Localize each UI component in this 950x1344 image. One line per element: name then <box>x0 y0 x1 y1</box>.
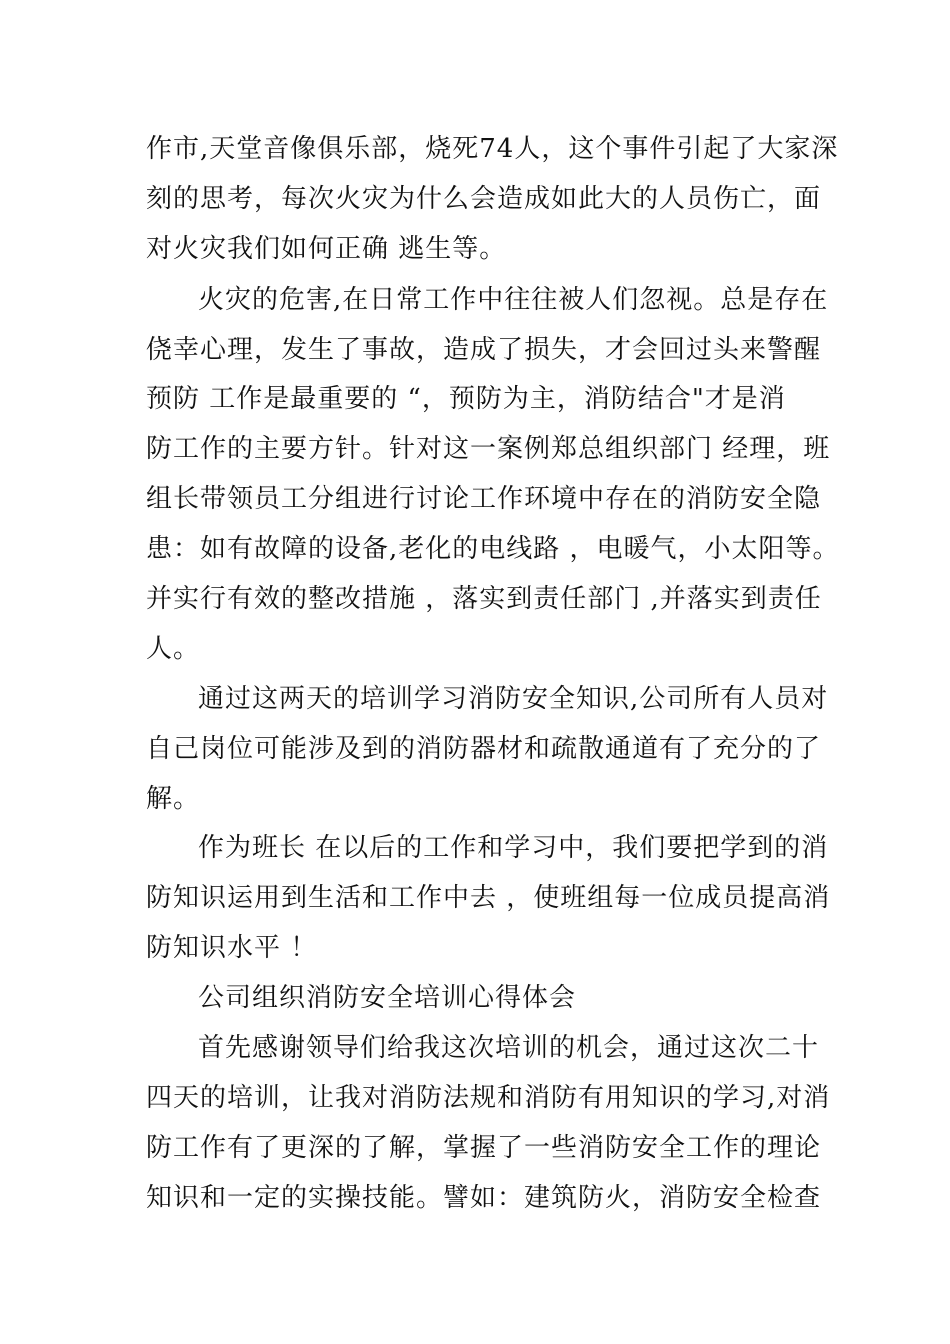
text-line: 预防 工作是最重要的 “，预防为主，消防结合"才是消 <box>146 384 786 414</box>
text-line: 作为班长 在以后的工作和学习中，我们要把学到的消 <box>198 833 829 863</box>
text-line: 防知识运用到生活和工作中去 ，使班组每一位成员提高消 <box>146 883 831 913</box>
text-line: 组长带领员工分组进行讨论工作环境中存在的消防安全隐 <box>146 484 822 514</box>
text-line: 人。 <box>146 634 201 664</box>
text-line: 患：如有故障的设备,老化的电线路 ，电暖气，小太阳等。 <box>146 534 840 564</box>
text-line: 首先感谢领导们给我这次培训的机会，通过这次二十 <box>198 1033 820 1063</box>
text-line: 对火灾我们如何正确 逃生等。 <box>146 234 507 264</box>
text-line: 四天的培训，让我对消防法规和消防有用知识的学习,对消 <box>146 1083 831 1113</box>
text-line: 自己岗位可能涉及到的消防器材和疏散通道有了充分的了 <box>146 734 822 764</box>
text-line: 防工作的主要方针。针对这一案例郑总组织部门 经理，班 <box>146 434 831 464</box>
text-line: 作市,天堂音像俱乐部，烧死74人，这个事件引起了大家深 <box>146 134 839 164</box>
heading-text: 公司组织消防安全培训心得体会 <box>198 983 577 1013</box>
text-line: 知识和一定的实操技能。譬如：建筑防火，消防安全检查 <box>146 1183 822 1213</box>
text-line: 防知识水平 ！ <box>146 933 318 963</box>
text-line: 解。 <box>146 784 201 814</box>
text-line: 火灾的危害,在日常工作中往往被人们忽视。总是存在 <box>198 285 829 315</box>
text-line: 侥幸心理，发生了事故，造成了损失，才会回过头来警醒 <box>146 335 822 365</box>
text-line: 通过这两天的培训学习消防安全知识,公司所有人员对 <box>198 684 829 714</box>
text-line: 防工作有了更深的了解，掌握了一些消防安全工作的理论 <box>146 1133 822 1163</box>
text-line: 刻的思考，每次火灾为什么会造成如此大的人员伤亡，面 <box>146 184 822 214</box>
text-line: 并实行有效的整改措施 ，落实到责任部门 ,并落实到责任 <box>146 584 822 614</box>
